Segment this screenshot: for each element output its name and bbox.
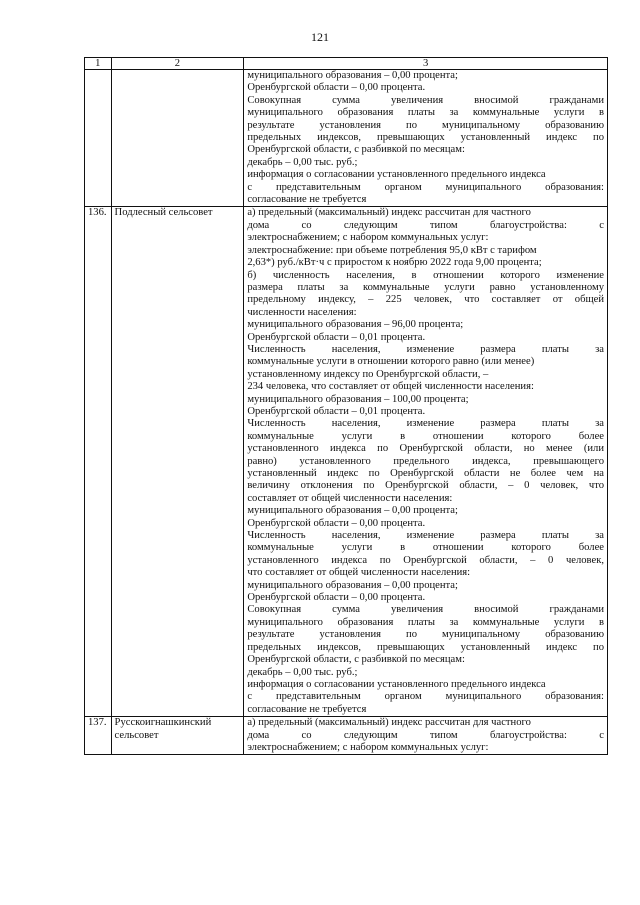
text-line: информация о согласовании установленного предельного индекса: [247, 678, 546, 690]
table-row: [85, 717, 608, 755]
text-line: с представительным органом муниципального образования:: [247, 691, 604, 703]
text-line: согласование не требуется: [247, 194, 367, 206]
text-line: Оренбургской области – 0,00 процента.: [247, 82, 426, 94]
text-line: 2,63*) руб./кВт·ч с приростом к ноябрю 2022 года 9,00 процента;: [247, 257, 542, 269]
text-line: 234 человека, что составляет от общей численности населения:: [247, 381, 534, 393]
header-cell-1: 1: [85, 58, 112, 70]
text-line: муниципального образования платы за коммунальные услуги в: [247, 616, 604, 628]
text-line: Численность населения, изменение размера платы за: [247, 418, 604, 430]
text-line: Оренбургской области – 0,00 процента.: [247, 517, 426, 529]
municipality-name-cell: Русскоигнашкинский сельсовет: [111, 717, 244, 755]
text-line: установленного индекса по Оренбургской области, но менее (или: [247, 443, 604, 455]
index-description-cell: [244, 717, 608, 755]
text-line: Численность населения, изменение размера платы за: [247, 530, 604, 542]
header-cell-3: 3: [244, 58, 608, 70]
text-line: размера платы за коммунальные услуги равно установленному: [247, 281, 604, 293]
table-row: [85, 70, 608, 207]
text-line: предельному индексу, – 225 человек, что составляет от общей: [247, 294, 604, 306]
row-number-cell: [85, 70, 112, 207]
text-line: что составляет от общей численности населения:: [247, 567, 471, 579]
page-number: 121: [311, 30, 329, 44]
text-line: муниципального образования – 0,00 процента;: [247, 70, 458, 81]
text-line: составляет от общей численности населения:: [247, 492, 453, 504]
text-line: величину отклонения по Оренбургской области, – 0 человек, что: [247, 480, 604, 492]
text-line: коммунальные услуги в отношении которого равно (или менее): [247, 356, 535, 368]
text-line: установленного индекса по Оренбургской области, – 0 человек,: [247, 554, 604, 566]
text-line: а) предельный (максимальный) индекс рассчитан для частного: [247, 207, 531, 219]
text-line: установленному индексу по Оренбургской области, –: [247, 368, 489, 380]
text-line: численности населения:: [247, 306, 357, 318]
text-line: электроснабжением; с набором коммунальных услуг:: [247, 232, 489, 244]
row-number-cell: 137.: [85, 717, 112, 755]
text-line: согласование не требуется: [247, 703, 367, 715]
text-line: электроснабжение: при объеме потребления 95,0 кВт с тарифом: [247, 244, 537, 256]
text-line: дома со следующим типом благоустройства: с: [247, 219, 604, 231]
text-line: Совокупная сумма увеличения вносимой гражданами: [247, 94, 604, 106]
text-line: электроснабжением; с набором коммунальных услуг:: [247, 741, 489, 753]
text-line: с представительным органом муниципального образования:: [247, 181, 604, 193]
text-line: предельных индексов, превышающих установленный индекс по: [247, 132, 604, 144]
text-line: Совокупная сумма увеличения вносимой гражданами: [247, 604, 604, 616]
table-header-row: [85, 58, 608, 70]
text-line: дома со следующим типом благоустройства: с: [247, 729, 604, 741]
text-line: Оренбургской области – 0,01 процента.: [247, 405, 426, 417]
text-line: Численность населения, изменение размера платы за: [247, 343, 604, 355]
text-line: муниципального образования – 96,00 процента;: [247, 319, 464, 331]
index-description-cell: [244, 207, 608, 717]
tariff-index-table: [84, 57, 608, 755]
municipality-name-cell: Подлесный сельсовет: [111, 207, 244, 717]
text-line: Оренбургской области – 0,00 процента.: [247, 592, 426, 604]
text-line: Оренбургской области, с разбивкой по месяцам:: [247, 144, 465, 156]
text-line: коммунальные услуги в отношении которого более: [247, 542, 604, 554]
text-line: установленный индекс по Оренбургской области не более чем на: [247, 468, 604, 479]
index-description-cell: [244, 70, 608, 207]
text-line: результате установления по муниципальному образованию: [247, 119, 604, 131]
text-line: Оренбургской области, с разбивкой по месяцам:: [247, 654, 465, 666]
table-row: [85, 207, 608, 717]
text-line: муниципального образования – 0,00 процента;: [247, 579, 458, 591]
header-cell-2: 2: [111, 58, 244, 70]
text-line: результате установления по муниципальному образованию: [247, 629, 604, 641]
text-line: муниципального образования – 0,00 процента;: [247, 505, 458, 517]
text-line: декабрь – 0,00 тыс. руб.;: [247, 156, 358, 168]
text-line: предельных индексов, превышающих установленный индекс по: [247, 641, 604, 653]
municipality-name-cell: [111, 70, 244, 207]
text-line: коммунальные услуги в отношении которого более: [247, 430, 604, 442]
text-line: а) предельный (максимальный) индекс рассчитан для частного: [247, 717, 531, 729]
row-number-cell: 136.: [85, 207, 112, 717]
text-line: декабрь – 0,00 тыс. руб.;: [247, 666, 358, 678]
text-line: равно) установленного предельного индекса, превышающего: [247, 455, 604, 467]
text-line: б) численность населения, в отношении которого изменение: [247, 269, 604, 281]
text-line: Оренбургской области – 0,01 процента.: [247, 331, 426, 343]
text-line: муниципального образования платы за коммунальные услуги в: [247, 107, 604, 119]
text-line: муниципального образования – 100,00 процента;: [247, 393, 469, 405]
text-line: информация о согласовании установленного предельного индекса: [247, 169, 546, 181]
